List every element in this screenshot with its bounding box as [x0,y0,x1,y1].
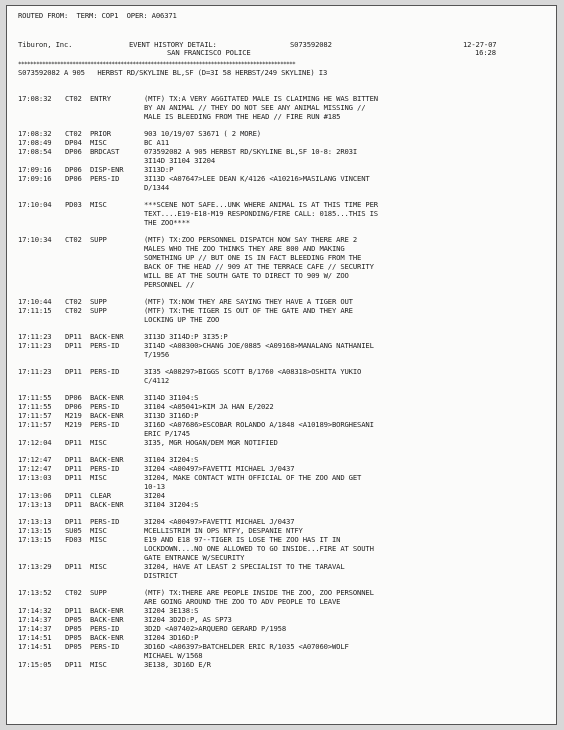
event-type: BACK-ENR [90,332,124,341]
event-row [18,464,553,473]
event-text: 3E138, 3D16D E/R [144,660,211,669]
event-row [18,633,553,642]
event-summary: S073592082 A 905 HERBST RD/SKYLINE BL,SF (D=3I 58 HERBST/249 SKYLINE) I3 [18,68,328,77]
event-row [18,367,553,385]
event-device: DP06 [65,165,82,174]
event-device: DP05 [65,624,82,633]
event-device: DP11 [65,438,82,447]
event-type: BRDCAST [90,147,120,156]
event-time: 17:11:23 [18,367,52,376]
event-time: 17:14:37 [18,624,52,633]
event-type: BACK-ENR [90,500,124,509]
event-time: 17:08:49 [18,138,52,147]
event-row [18,332,553,341]
row-spacer [18,121,553,129]
event-row [18,588,553,606]
event-row [18,455,553,464]
event-time: 17:13:15 [18,526,52,535]
event-type: ENTRY [90,94,111,103]
event-row [18,517,553,526]
event-type: PERS-ID [90,624,120,633]
event-device: CT02 [65,306,82,315]
event-device: CT02 [65,129,82,138]
event-text: E19 AND E18 97--TIGER IS LOSE THE ZOO HAS IT IN LOCKDOWN....NO ONE ALLOWED TO GO INSIDE...FIRE AT SOUTH GATE ENTRANCE W/SECURITY [144,535,374,562]
event-time: 17:13:13 [18,500,52,509]
event-time: 17:13:06 [18,491,52,500]
event-device: CT02 [65,588,82,597]
row-spacer [18,324,553,332]
event-text: 3I13D 3I16D:P [144,411,199,420]
event-type: SUPP [90,306,107,315]
event-text: 3I14D <A08300>CHANG JOE/0885 <A09168>MANALANG NATHANIEL T/1956 [144,341,374,359]
event-type: MISC [90,200,107,209]
event-time: 17:11:23 [18,341,52,350]
event-type: PERS-ID [90,367,120,376]
event-device: DP11 [65,606,82,615]
event-time: 17:11:23 [18,332,52,341]
event-type: PERS-ID [90,174,120,183]
event-time: 17:10:44 [18,297,52,306]
event-row [18,438,553,447]
event-row [18,94,553,121]
event-time: 17:12:47 [18,464,52,473]
event-text: (MTF) TX:A VERY AGGITATED MALE IS CLAIMING HE WAS BITTEN BY AN ANIMAL // THEY DO NOT SEE ANY ANIMAL MISSING // MALE IS BLEEDING FROM THE HEAD // FIRE RUN #185 [144,94,378,121]
event-text: (MTF) TX:NOW THEY ARE SAYING THEY HAVE A TIGER OUT [144,297,353,306]
event-type: MISC [90,138,107,147]
event-log [18,94,553,669]
event-device: DP05 [65,615,82,624]
event-time: 17:08:32 [18,94,52,103]
event-row [18,393,553,402]
event-type: PERS-ID [90,341,120,350]
row-spacer [18,447,553,455]
event-row [18,562,553,580]
event-text: 3I16D <A07686>ESCOBAR ROLANDO A/1848 <A10189>BORGHESANI ERIC P/1745 [144,420,374,438]
event-row [18,500,553,509]
event-time: 17:11:55 [18,402,52,411]
event-time: 17:08:32 [18,129,52,138]
event-text: 3I204, MAKE CONTACT WITH OFFICIAL OF THE ZOO AND GET 10-13 [144,473,362,491]
event-text: ***SCENE NOT SAFE...UNK WHERE ANIMAL IS AT THIS TIME PER TEXT....E19-E18-M19 RESPONDING/FIRE CALL: 0185...THIS IS THE ZOO**** [144,200,378,227]
event-row [18,535,553,562]
department-name: SAN FRANCISCO POLICE [167,48,251,57]
event-type: BACK-ENR [90,411,124,420]
event-type: DISP-ENR [90,165,124,174]
event-type: CLEAR [90,491,111,500]
row-spacer [18,227,553,235]
event-type: PERS-ID [90,402,120,411]
event-time: 17:11:57 [18,411,52,420]
report-time: 16:28 [475,48,496,57]
event-device: DP11 [65,500,82,509]
event-type: BACK-ENR [90,606,124,615]
row-spacer [18,509,553,517]
company-name: Tiburon, Inc. [18,40,73,49]
event-type: MISC [90,562,107,571]
event-row [18,174,553,192]
event-device: DP06 [65,147,82,156]
event-time: 17:13:15 [18,535,52,544]
event-device: M219 [65,420,82,429]
event-row [18,138,553,147]
event-row [18,200,553,227]
event-device: DP11 [65,455,82,464]
event-time: 17:13:13 [18,517,52,526]
event-type: BACK-ENR [90,393,124,402]
row-spacer [18,385,553,393]
event-text: 903 10/19/07 S3671 ( 2 MORE) [144,129,261,138]
event-text: 3I204 3D2D:P, AS SP73 [144,615,232,624]
event-row [18,165,553,174]
event-device: DP11 [65,473,82,482]
event-row [18,129,553,138]
event-type: MISC [90,526,107,535]
event-device: DP11 [65,517,82,526]
event-text: (MTF) TX:THE TIGER IS OUT OF THE GATE AND THEY ARE LOCKING UP THE ZOO [144,306,353,324]
event-text: 3I104 3I204:S [144,455,199,464]
event-device: M219 [65,411,82,420]
event-time: 17:15:05 [18,660,52,669]
event-time: 17:10:34 [18,235,52,244]
event-device: CT02 [65,94,82,103]
event-text: (MTF) TX:ZOO PERSONNEL DISPATCH NOW SAY THERE ARE 2 MALES WHO THE ZOO THINKS THEY ARE 800 AND MAKING SOMETHING UP // BUT ONE IS IN FACT BLEEDING FROM THE BACK OF THE HEAD // 909 AT THE TERRACE CAFE // SECURITY WILL BE AT THE SOUTH GATE TO DIRECT TO 909 W/ ZOO PERSONNEL // [144,235,374,289]
event-device: DP11 [65,341,82,350]
event-row [18,606,553,615]
event-type: BACK-ENR [90,455,124,464]
event-text: 3D16D <A06397>BATCHELDER ERIC R/1035 <A07060>WOLF MICHAEL W/1568 [144,642,349,660]
report-title: EVENT HISTORY DETAIL: [129,40,217,49]
event-time: 17:10:04 [18,200,52,209]
event-time: 17:11:15 [18,306,52,315]
event-text: (MTF) TX:THERE ARE PEOPLE INSIDE THE ZOO, ZOO PERSONNEL ARE GOING AROUND THE ZOO TO ADV PEOPLE TO LEAVE [144,588,374,606]
document-page [6,5,557,725]
row-spacer [18,359,553,367]
event-device: DP11 [65,562,82,571]
event-row [18,660,553,669]
event-text: 3I13D:P [144,165,174,174]
event-text: 3D2D <A07402>ARQUERO GERARD P/1958 [144,624,287,633]
event-text: 3I204 [144,491,165,500]
report-date: 12-27-07 [463,40,497,49]
event-time: 17:13:29 [18,562,52,571]
event-device: DP05 [65,633,82,642]
event-time: 17:13:52 [18,588,52,597]
event-type: SUPP [90,235,107,244]
event-device: DP11 [65,332,82,341]
event-row [18,411,553,420]
event-text: 3I104 3I204:S [144,500,199,509]
event-text: 3I204 <A00497>FAVETTI MICHAEL J/0437 [144,464,295,473]
event-device: FD03 [65,535,82,544]
event-text: 3I14D 3I104:S [144,393,199,402]
event-time: 17:11:57 [18,420,52,429]
event-type: MISC [90,535,107,544]
event-device: PD03 [65,200,82,209]
event-type: SUPP [90,588,107,597]
event-text: 3I104 <A05041>KIM JA HAN E/2022 [144,402,274,411]
event-row [18,473,553,491]
event-row [18,297,553,306]
event-time: 17:14:51 [18,642,52,651]
row-spacer [18,289,553,297]
routing-line: ROUTED FROM: TERM: COP1 OPER: A06371 [18,11,177,20]
event-row [18,420,553,438]
event-row [18,235,553,289]
event-text: BC A11 [144,138,170,147]
event-type: PRIOR [90,129,111,138]
event-row [18,491,553,500]
event-device: DP06 [65,393,82,402]
event-device: DP11 [65,660,82,669]
event-time: 17:14:37 [18,615,52,624]
event-device: DP11 [65,464,82,473]
event-text: 3I35 <A08297>BIGGS SCOTT B/1760 <A08318>OSHITA YUKIO C/4112 [144,367,362,385]
event-device: DP04 [65,138,82,147]
event-time: 17:13:03 [18,473,52,482]
event-time: 17:14:51 [18,633,52,642]
event-text: 3I13D <A07647>LEE DEAN K/4126 <A10216>MASILANG VINCENT D/1344 [144,174,370,192]
event-device: CT02 [65,235,82,244]
event-time: 17:14:32 [18,606,52,615]
event-text: 3I13D 3I14D:P 3I35:P [144,332,228,341]
event-text: 073592082 A 905 HERBST RD/SKYLINE BL,SF 10-8: 2R03I 3I14D 3I104 3I204 [144,147,358,165]
event-type: MISC [90,438,107,447]
event-device: DP06 [65,174,82,183]
event-type: PERS-ID [90,464,120,473]
event-row [18,615,553,624]
event-row [18,306,553,324]
event-time: 17:09:16 [18,165,52,174]
event-text: 3I204 3E138:S [144,606,199,615]
event-row [18,624,553,633]
event-time: 17:09:16 [18,174,52,183]
event-type: SUPP [90,297,107,306]
event-row [18,526,553,535]
event-device: CT02 [65,297,82,306]
separator-line: ******************************************************************************************** [18,61,296,68]
event-device: DP11 [65,491,82,500]
event-row [18,147,553,165]
event-time: 17:08:54 [18,147,52,156]
event-time: 17:11:55 [18,393,52,402]
event-type: BACK-ENR [90,633,124,642]
event-type: BACK-ENR [90,615,124,624]
event-time: 17:12:04 [18,438,52,447]
event-text: 3I204 3D16D:P [144,633,199,642]
event-number: S073592082 [290,40,332,49]
event-row [18,341,553,359]
event-type: PERS-ID [90,420,120,429]
event-type: MISC [90,473,107,482]
event-device: DP06 [65,402,82,411]
event-type: PERS-ID [90,517,120,526]
row-spacer [18,580,553,588]
row-spacer [18,192,553,200]
event-text: 3I35, MGR HOGAN/DEM MGR NOTIFIED [144,438,278,447]
event-text: 3I204 <A00497>FAVETTI MICHAEL J/0437 [144,517,295,526]
event-text: 3I204, HAVE AT LEAST 2 SPECIALIST TO THE TARAVAL DISTRICT [144,562,345,580]
event-time: 17:12:47 [18,455,52,464]
event-device: DP05 [65,642,82,651]
event-type: MISC [90,660,107,669]
event-device: DP11 [65,367,82,376]
event-row [18,642,553,660]
event-type: PERS-ID [90,642,120,651]
event-device: SU05 [65,526,82,535]
event-text: MCELLISTRIM IN OPS NTFY, DESPANIE NTFY [144,526,303,535]
event-row [18,402,553,411]
